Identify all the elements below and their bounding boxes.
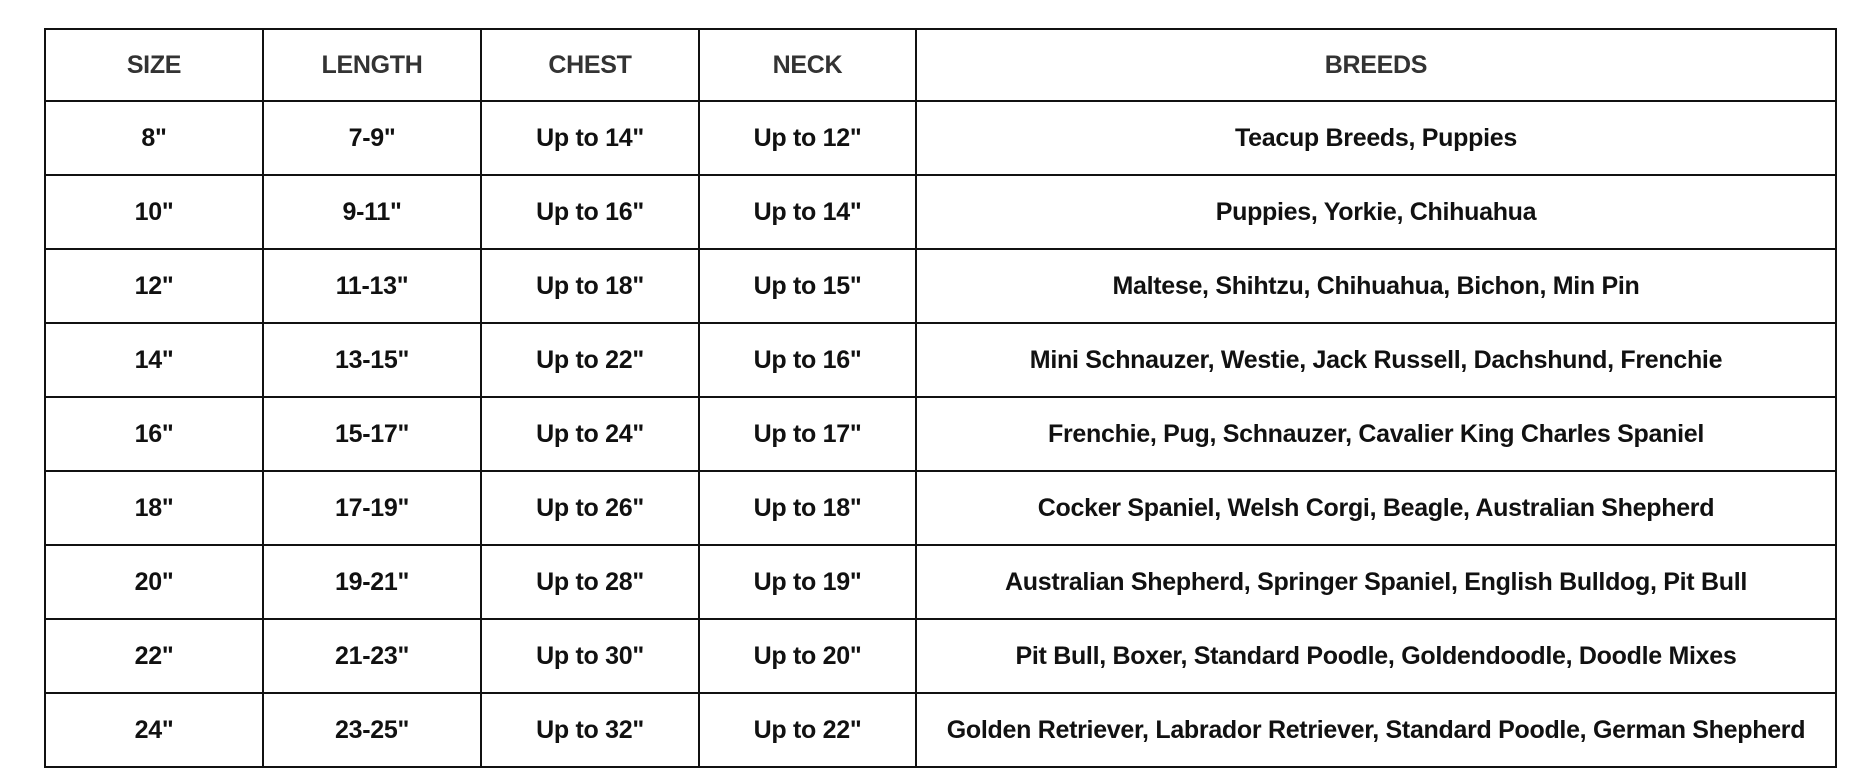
cell-chest: Up to 24" xyxy=(481,397,699,471)
cell-breeds: Pit Bull, Boxer, Standard Poodle, Goldendoodle, Doodle Mixes xyxy=(916,619,1836,693)
cell-breeds: Golden Retriever, Labrador Retriever, Standard Poodle, German Shepherd xyxy=(916,693,1836,767)
cell-breeds: Puppies, Yorkie, Chihuahua xyxy=(916,175,1836,249)
cell-breeds: Australian Shepherd, Springer Spaniel, English Bulldog, Pit Bull xyxy=(916,545,1836,619)
cell-size: 8" xyxy=(45,101,263,175)
header-size: SIZE xyxy=(45,29,263,101)
cell-neck: Up to 12" xyxy=(699,101,916,175)
table-row xyxy=(45,249,1836,323)
cell-size: 16" xyxy=(45,397,263,471)
table-row xyxy=(45,323,1836,397)
table-row xyxy=(45,397,1836,471)
cell-breeds: Mini Schnauzer, Westie, Jack Russell, Dachshund, Frenchie xyxy=(916,323,1836,397)
table-row xyxy=(45,693,1836,767)
cell-length: 23-25" xyxy=(263,693,481,767)
cell-chest: Up to 32" xyxy=(481,693,699,767)
cell-neck: Up to 16" xyxy=(699,323,916,397)
cell-breeds: Cocker Spaniel, Welsh Corgi, Beagle, Australian Shepherd xyxy=(916,471,1836,545)
table-row xyxy=(45,175,1836,249)
cell-length: 21-23" xyxy=(263,619,481,693)
cell-size: 20" xyxy=(45,545,263,619)
cell-chest: Up to 30" xyxy=(481,619,699,693)
cell-size: 22" xyxy=(45,619,263,693)
table-header-row xyxy=(45,29,1836,101)
header-length: LENGTH xyxy=(263,29,481,101)
cell-breeds: Frenchie, Pug, Schnauzer, Cavalier King Charles Spaniel xyxy=(916,397,1836,471)
size-chart-table xyxy=(44,28,1837,768)
cell-chest: Up to 14" xyxy=(481,101,699,175)
cell-length: 15-17" xyxy=(263,397,481,471)
cell-breeds: Maltese, Shihtzu, Chihuahua, Bichon, Min Pin xyxy=(916,249,1836,323)
cell-neck: Up to 20" xyxy=(699,619,916,693)
cell-chest: Up to 18" xyxy=(481,249,699,323)
header-chest: CHEST xyxy=(481,29,699,101)
cell-neck: Up to 18" xyxy=(699,471,916,545)
cell-breeds: Teacup Breeds, Puppies xyxy=(916,101,1836,175)
header-neck: NECK xyxy=(699,29,916,101)
cell-length: 17-19" xyxy=(263,471,481,545)
table-row xyxy=(45,101,1836,175)
cell-length: 9-11" xyxy=(263,175,481,249)
cell-chest: Up to 22" xyxy=(481,323,699,397)
cell-neck: Up to 15" xyxy=(699,249,916,323)
cell-size: 12" xyxy=(45,249,263,323)
cell-length: 11-13" xyxy=(263,249,481,323)
cell-chest: Up to 28" xyxy=(481,545,699,619)
cell-neck: Up to 22" xyxy=(699,693,916,767)
table-row xyxy=(45,471,1836,545)
table-row xyxy=(45,545,1836,619)
header-breeds: BREEDS xyxy=(916,29,1836,101)
cell-length: 7-9" xyxy=(263,101,481,175)
cell-neck: Up to 14" xyxy=(699,175,916,249)
table-row xyxy=(45,619,1836,693)
cell-length: 19-21" xyxy=(263,545,481,619)
cell-chest: Up to 26" xyxy=(481,471,699,545)
cell-chest: Up to 16" xyxy=(481,175,699,249)
cell-neck: Up to 19" xyxy=(699,545,916,619)
cell-size: 10" xyxy=(45,175,263,249)
cell-size: 24" xyxy=(45,693,263,767)
cell-size: 14" xyxy=(45,323,263,397)
cell-neck: Up to 17" xyxy=(699,397,916,471)
cell-length: 13-15" xyxy=(263,323,481,397)
cell-size: 18" xyxy=(45,471,263,545)
